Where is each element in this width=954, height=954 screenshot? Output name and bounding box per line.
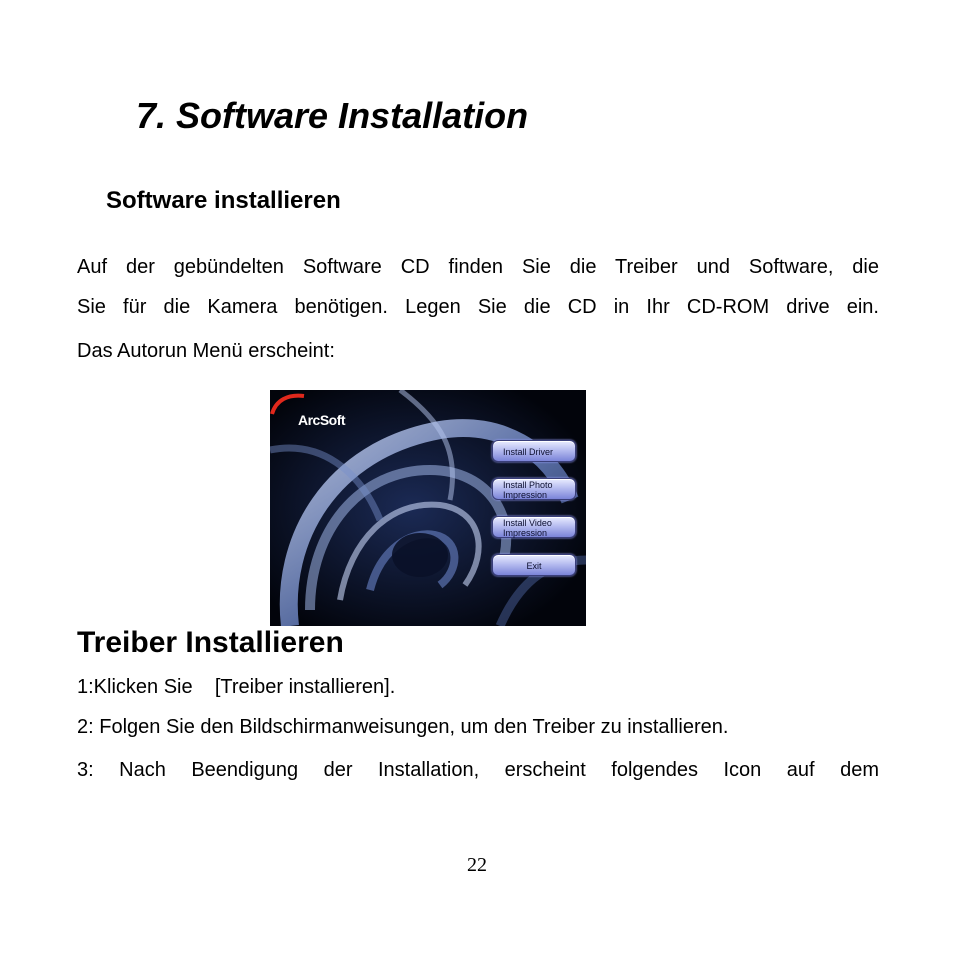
step-3: 3: Nach Beendigung der Installation, erscheint folgendes Icon auf dem (77, 759, 879, 781)
section-subtitle: Software installieren (106, 187, 341, 214)
install-photo-label-1: Install Photo (503, 479, 553, 490)
install-photo-label-2: Impression (503, 489, 548, 500)
exit-label: Exit (526, 560, 542, 571)
install-photo-impression-button[interactable] (492, 478, 576, 500)
install-video-label-2: Impression (503, 527, 548, 538)
arcsoft-logo-text: ArcSoft (298, 412, 346, 428)
page-title: 7. Software Installation (136, 95, 529, 136)
exit-button[interactable] (492, 554, 576, 576)
intro-line-1: Auf der gebündelten Software CD finden Sie die Treiber und Software, die (77, 256, 879, 278)
page-number: 22 (467, 854, 487, 876)
section-heading: Treiber Installieren (77, 626, 344, 659)
install-driver-button[interactable] (492, 440, 576, 462)
install-driver-label: Install Driver (503, 446, 554, 457)
step-2: 2: Folgen Sie den Bildschirmanweisungen, um den Treiber zu installieren. (77, 716, 729, 738)
install-video-label-1: Install Video (503, 517, 552, 528)
intro-line-2: Sie für die Kamera benötigen. Legen Sie die CD in Ihr CD-ROM drive ein. (77, 296, 879, 318)
step-1: 1:Klicken Sie [Treiber installieren]. (77, 676, 396, 698)
intro-line-3: Das Autorun Menü erscheint: (77, 340, 335, 362)
install-video-impression-button[interactable] (492, 516, 576, 538)
autorun-menu-screenshot (270, 390, 586, 626)
